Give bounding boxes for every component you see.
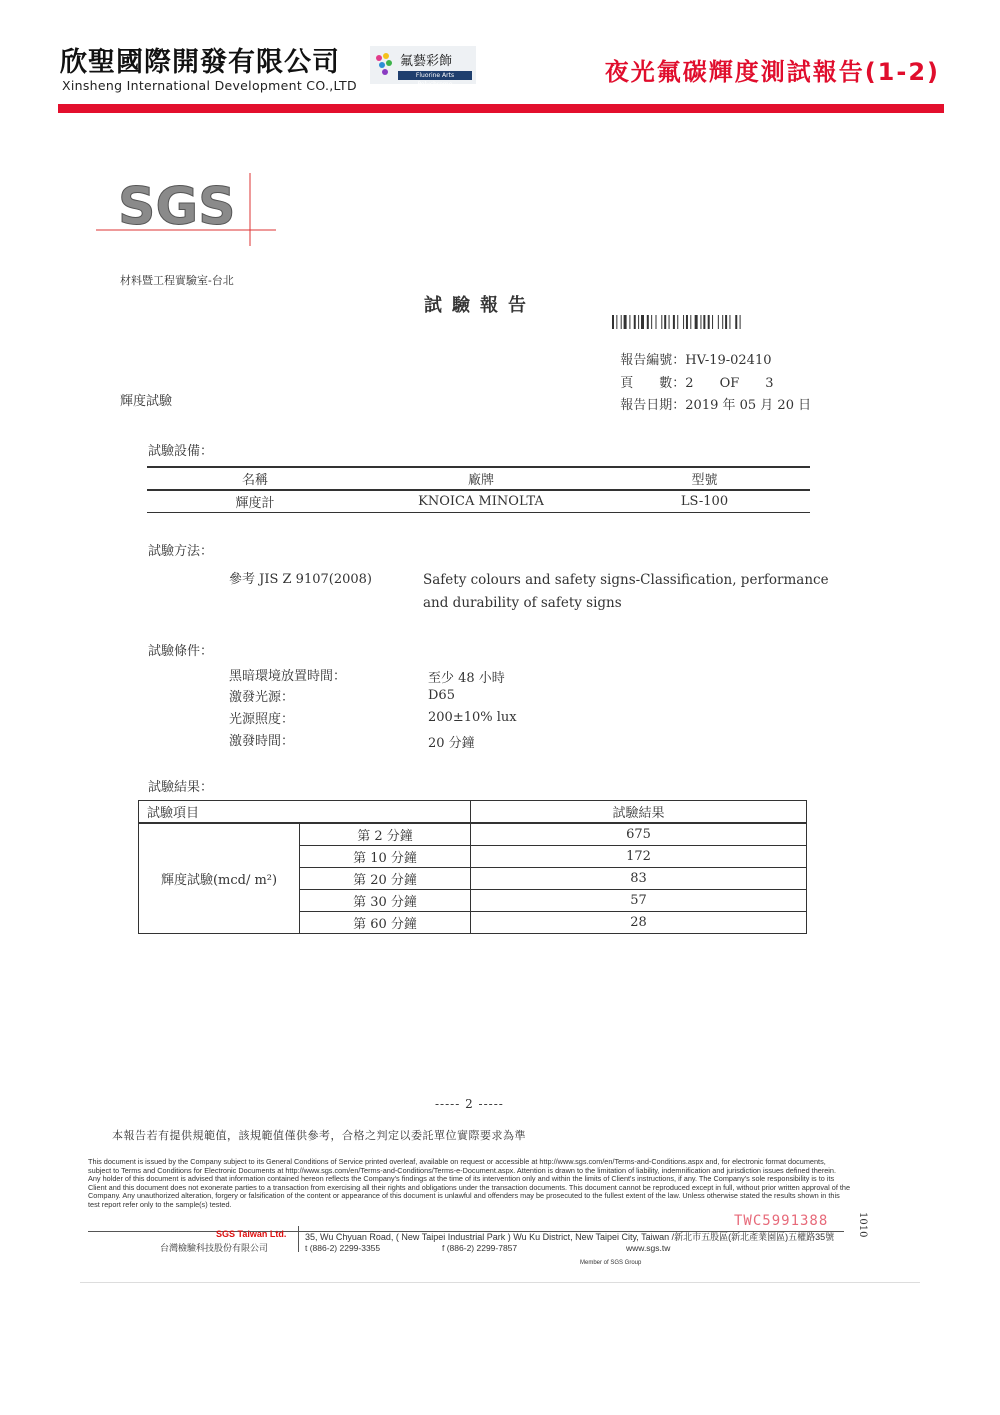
barcode: [612, 315, 784, 329]
footer-vertical-divider: [298, 1226, 299, 1252]
barcode-stripe: [677, 315, 678, 329]
results-header-row: [139, 801, 807, 824]
results-value: 28: [471, 912, 807, 934]
sgs-member-note: Member of SGS Group: [580, 1260, 642, 1266]
barcode-stripe: [700, 315, 701, 329]
barcode-stripe: [612, 315, 614, 329]
report-number-label: 報告編號：: [620, 353, 686, 368]
barcode-stripe: [708, 315, 710, 329]
barcode-stripe: [656, 315, 657, 329]
barcode-stripe: [740, 315, 741, 329]
company-name: 欣聖國際開發有限公司: [60, 47, 340, 78]
results-label: 試驗結果：: [148, 780, 214, 795]
serial-number: TWC5991388: [734, 1213, 829, 1229]
page-total: 3: [765, 376, 774, 391]
method-description-2: and durability of safety signs: [423, 595, 622, 611]
report-date-label: 報告日期：: [620, 398, 686, 413]
barcode-stripe: [695, 315, 698, 329]
page-count-label: 頁 數：: [620, 376, 686, 391]
side-code: 1010: [857, 1212, 868, 1238]
brand-subtitle: Fluorine Arts Polychrome: [398, 71, 472, 80]
equipment-label: 試驗設備：: [148, 444, 214, 459]
barcode-stripe: [624, 315, 627, 329]
results-value: 83: [471, 868, 807, 890]
condition-name: 激發光源：: [229, 690, 295, 705]
header-divider: [58, 104, 944, 113]
barcode-stripe: [661, 315, 662, 329]
results-time: 第 20 分鐘: [300, 868, 471, 890]
results-time: 第 10 分鐘: [300, 846, 471, 868]
results-value: 172: [471, 846, 807, 868]
condition-value: D65: [428, 688, 455, 703]
sgs-logo: [96, 168, 276, 248]
equipment-col-brand: 廠牌: [467, 473, 494, 488]
barcode-stripe: [638, 315, 639, 329]
barcode-stripe: [735, 315, 737, 329]
barcode-stripe: [641, 315, 644, 329]
document-title: 試驗報告: [424, 295, 536, 316]
results-time: 第 60 分鐘: [300, 912, 471, 934]
brand-name: 氟藝彩飾: [400, 54, 453, 69]
report-date-value: 2019 年 05 月 20 日: [685, 398, 812, 413]
barcode-stripe: [634, 315, 636, 329]
condition-value: 至少 48 小時: [428, 671, 505, 686]
results-time: 第 2 分鐘: [300, 823, 471, 846]
barcode-stripe: [621, 315, 622, 329]
page-mark: ----- 2 -----: [435, 1097, 504, 1111]
barcode-stripe: [703, 315, 705, 329]
report-number-value: HV-19-02410: [685, 353, 772, 368]
sgs-taiwan-name-cn: 台灣檢驗科技股份有限公司: [160, 1244, 269, 1254]
condition-name: 黑暗環境放置時間：: [229, 669, 347, 684]
results-table: [138, 800, 807, 934]
barcode-stripe: [616, 315, 617, 329]
conditions-label: 試驗條件：: [148, 644, 214, 659]
barcode-stripe: [729, 315, 730, 329]
equipment-table: [147, 466, 810, 513]
report-date: [612, 379, 811, 413]
page-of: OF: [719, 376, 740, 391]
barcode-stripe: [686, 315, 688, 329]
sgs-website[interactable]: www.sgs.tw: [626, 1243, 671, 1253]
sgs-logo-text: SGS: [118, 177, 236, 237]
barcode-stripe: [712, 315, 713, 329]
barcode-stripe: [669, 315, 670, 329]
page-current: 2: [685, 376, 694, 391]
equipment-model: LS-100: [680, 494, 729, 509]
sgs-address: 35, Wu Chyuan Road, ( New Taipei Industrial Park ) Wu Ku District, New Taipei City, Taiwan /新北市五股區(新北產業園區)五權路35號: [305, 1232, 835, 1242]
results-value: 57: [471, 890, 807, 912]
barcode-stripe: [629, 315, 630, 329]
method-reference: 參考 JIS Z 9107(2008): [229, 572, 372, 587]
condition-name: 激發時間：: [229, 734, 295, 749]
sgs-fax: f (886-2) 2299-7857: [442, 1243, 518, 1253]
lab-name: 材料暨工程實驗室-台北: [120, 274, 234, 287]
barcode-stripe: [722, 315, 723, 329]
method-description-1: Safety colours and safety signs-Classification, performance: [423, 572, 829, 588]
legal-fine-print: This document is issued by the Company subject to its General Conditions of Service printed overleaf, available on request or accessible at http://www.sgs.com/en/Terms-and-Conditions.aspx and, for electronic format documents, subject to Terms and Conditions for Electronic Documents at http://www.sgs.com/en/Terms-and-Conditions/Terms-e-Document.aspx. Attention is drawn to the limitation of liability, indemnification and jurisdiction issues defined therein. Any holder of this document is advised that information contained hereon reflects the Company's findings at the time of its intervention only and within the limits of Client's instructions, if any. The Company's sole responsibility is to its Client and this document does not exonerate parties to a transaction from exercising all their rights and obligations under the transaction documents. This document cannot be reproduced except in full, without prior written approval of the Company. Any unauthorized alteration, forgery or falsification of the content or appearance of this document is unlawful and offenders may be prosecuted to the fullest extent of the law. Unless otherwise stated the results shown in this test report refer only to the sample(s) tested.: [88, 1157, 851, 1209]
barcode-stripe: [651, 315, 652, 329]
sgs-phone: t (886-2) 2299-3355: [305, 1243, 381, 1253]
table-row: [139, 823, 807, 846]
barcode-stripe: [647, 315, 649, 329]
barcode-stripe: [725, 315, 727, 329]
barcode-stripe: [664, 315, 666, 329]
equipment-col-model: 型號: [691, 473, 718, 488]
equipment-header-row: [147, 467, 810, 490]
disclaimer-notice: 本報告若有提供規範值，該規範值僅供參考，合格之判定以委託單位實際要求為準: [112, 1129, 526, 1142]
results-col-item: 試驗項目: [139, 801, 471, 824]
barcode-stripe: [690, 315, 691, 329]
barcode-stripe: [683, 315, 684, 329]
equipment-name: 輝度計: [235, 496, 275, 511]
bottom-divider: [80, 1282, 920, 1283]
results-col-result: 試驗結果: [471, 801, 807, 824]
condition-value: 200±10% lux: [428, 710, 517, 725]
condition-value: 20 分鐘: [428, 736, 475, 751]
sgs-taiwan-name: SGS Taiwan Ltd.: [216, 1229, 287, 1239]
results-value: 675: [471, 823, 807, 846]
report-heading: 夜光氟碳輝度測試報告(1-2): [604, 58, 940, 86]
equipment-brand: KNOICA MINOLTA: [418, 494, 544, 509]
equipment-col-name: 名稱: [241, 473, 268, 488]
test-name: 輝度試驗: [120, 394, 173, 409]
results-row-label: 輝度試驗(mcd/ m²): [139, 823, 300, 934]
condition-name: 光源照度：: [229, 712, 295, 727]
company-name-en: Xinsheng International Development CO.,LTD: [62, 78, 357, 93]
barcode-stripe: [718, 315, 719, 329]
results-time: 第 30 分鐘: [300, 890, 471, 912]
method-label: 試驗方法：: [148, 544, 214, 559]
table-row: [147, 490, 810, 513]
barcode-stripe: [673, 315, 675, 329]
